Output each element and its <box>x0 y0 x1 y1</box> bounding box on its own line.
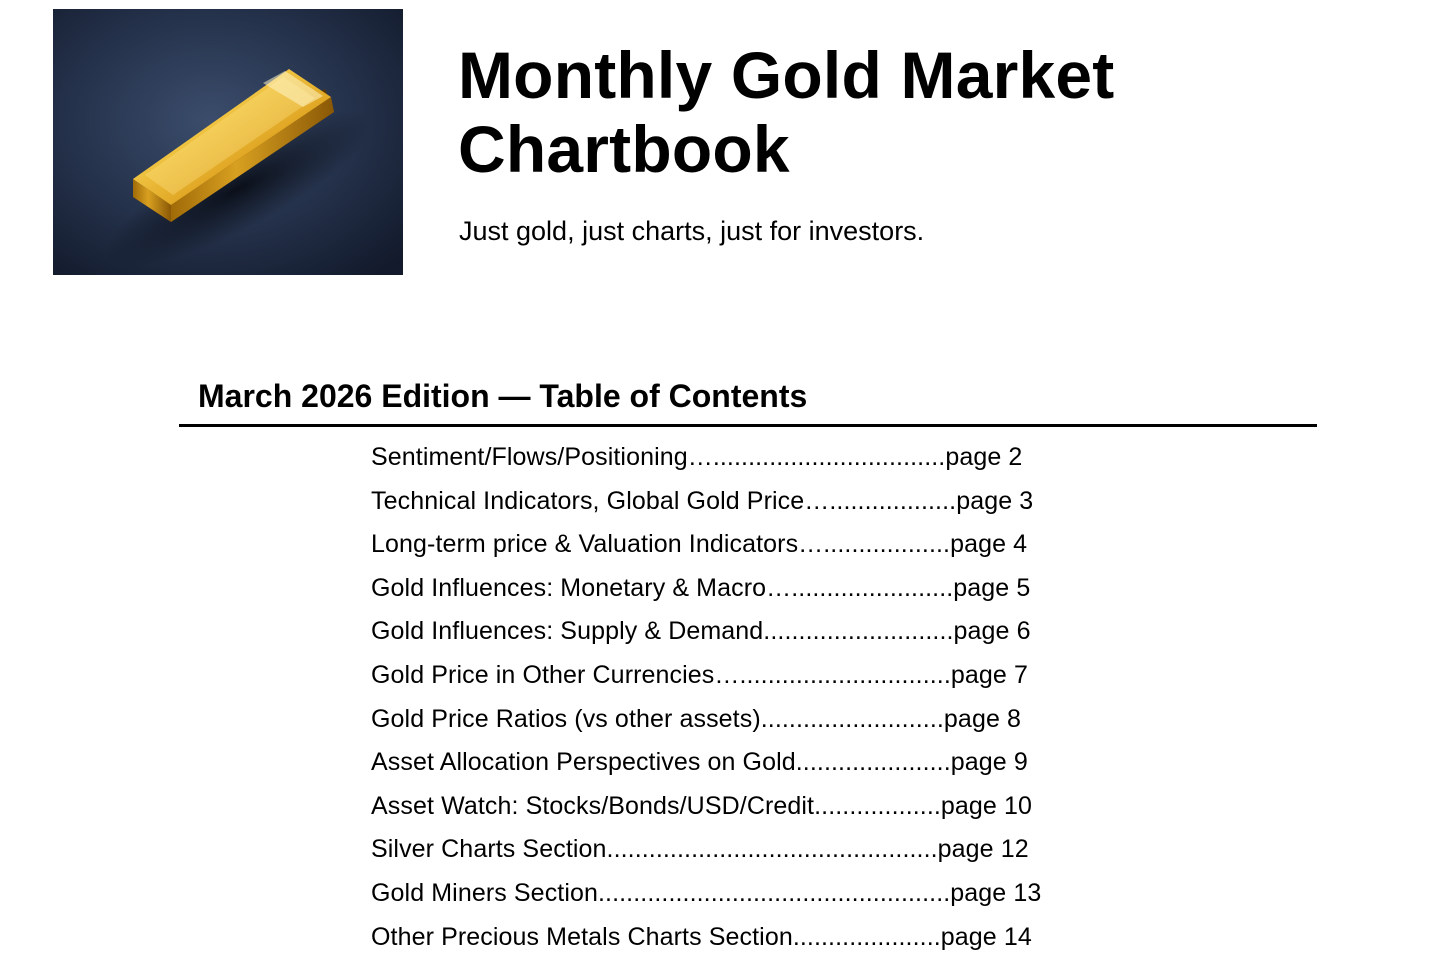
toc-heading: March 2026 Edition — Table of Contents <box>198 378 808 414</box>
toc-item-other-currencies: Gold Price in Other Currencies…..............................page 7 <box>371 660 1028 689</box>
toc-item-price-ratios: Gold Price Ratios (vs other assets)..........................page 8 <box>371 704 1021 733</box>
toc-item-other-precious-metals: Other Precious Metals Charts Section.....................page 14 <box>371 922 1032 951</box>
page-title: Monthly Gold Market Chartbook <box>458 38 1115 186</box>
toc-divider <box>179 424 1317 427</box>
gold-bar-image <box>53 9 403 275</box>
tagline: Just gold, just charts, just for investors. <box>459 216 925 246</box>
toc-item-asset-allocation: Asset Allocation Perspectives on Gold......................page 9 <box>371 748 1028 777</box>
toc-list <box>371 436 1041 959</box>
toc-item-silver: Silver Charts Section...............................................page 12 <box>371 835 1029 864</box>
toc-item-supply-demand: Gold Influences: Supply & Demand...........................page 6 <box>371 617 1031 646</box>
toc-item-technical-indicators: Technical Indicators, Global Gold Price…..................page 3 <box>371 486 1034 515</box>
toc-item-gold-miners: Gold Miners Section..................................................page 13 <box>371 878 1042 907</box>
toc-item-valuation-indicators: Long-term price & Valuation Indicators…..................page 4 <box>371 530 1028 559</box>
toc-item-sentiment: Sentiment/Flows/Positioning….................................page 2 <box>371 443 1023 471</box>
gold-bar-icon <box>53 9 403 275</box>
toc-item-asset-watch: Asset Watch: Stocks/Bonds/USD/Credit..................page 10 <box>371 791 1032 820</box>
toc-item-monetary-macro: Gold Influences: Monetary & Macro….......................page 5 <box>371 573 1031 602</box>
